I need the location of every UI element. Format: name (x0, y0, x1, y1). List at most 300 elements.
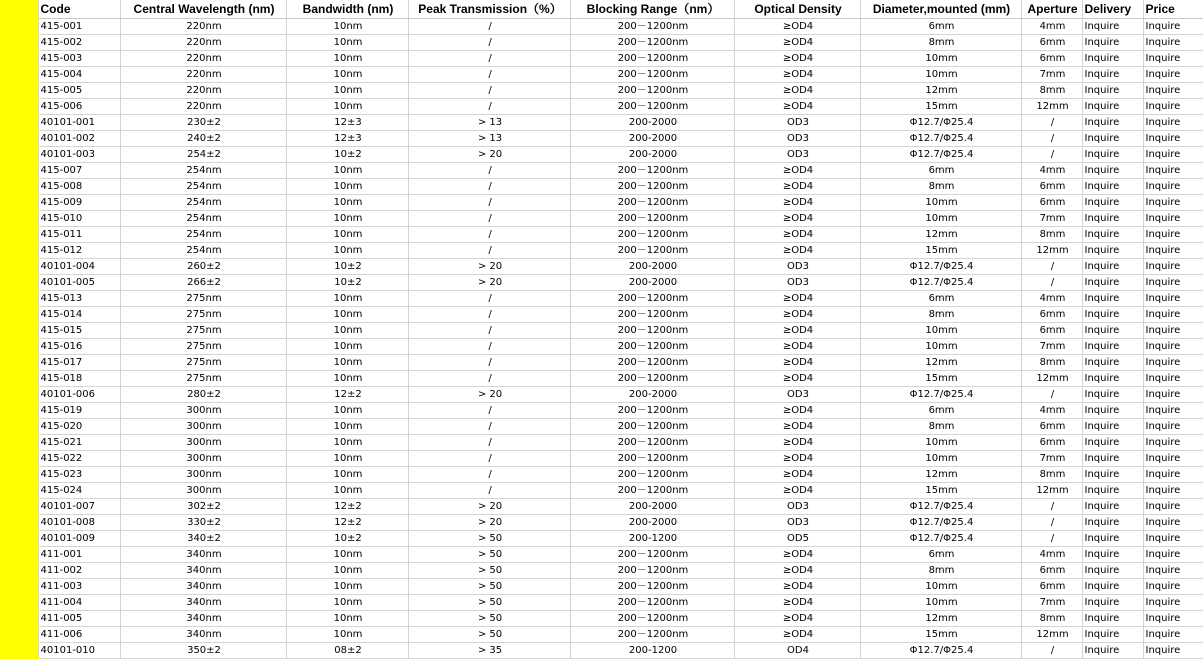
cell-central-wavelength[interactable]: 300nm (120, 483, 286, 499)
cell-price[interactable]: Inquire (1143, 323, 1203, 339)
cell-diameter[interactable]: 6mm (860, 403, 1021, 419)
cell-delivery[interactable]: Inquire (1082, 451, 1143, 467)
cell-peak-transmission[interactable]: / (408, 467, 570, 483)
cell-price[interactable]: Inquire (1143, 595, 1203, 611)
cell-code[interactable]: 40101-002 (38, 131, 120, 147)
cell-optical-density[interactable]: OD3 (734, 131, 860, 147)
cell-blocking-range[interactable]: 200－1200nm (570, 467, 734, 483)
cell-central-wavelength[interactable]: 254nm (120, 163, 286, 179)
cell-bandwidth[interactable]: 10nm (286, 579, 408, 595)
cell-code[interactable]: 40101-005 (38, 275, 120, 291)
cell-blocking-range[interactable]: 200－1200nm (570, 579, 734, 595)
cell-bandwidth[interactable]: 10nm (286, 211, 408, 227)
cell-delivery[interactable]: Inquire (1082, 467, 1143, 483)
cell-code[interactable]: 40101-010 (38, 643, 120, 659)
cell-price[interactable]: Inquire (1143, 579, 1203, 595)
cell-peak-transmission[interactable]: / (408, 339, 570, 355)
cell-diameter[interactable]: 10mm (860, 67, 1021, 83)
cell-optical-density[interactable]: ≥OD4 (734, 579, 860, 595)
cell-diameter[interactable]: 12mm (860, 227, 1021, 243)
cell-delivery[interactable]: Inquire (1082, 243, 1143, 259)
cell-central-wavelength[interactable]: 340nm (120, 611, 286, 627)
cell-optical-density[interactable]: ≥OD4 (734, 51, 860, 67)
cell-optical-density[interactable]: OD3 (734, 499, 860, 515)
cell-price[interactable]: Inquire (1143, 467, 1203, 483)
cell-blocking-range[interactable]: 200－1200nm (570, 419, 734, 435)
cell-blocking-range[interactable]: 200－1200nm (570, 227, 734, 243)
cell-aperture[interactable]: / (1021, 515, 1082, 531)
cell-peak-transmission[interactable]: > 20 (408, 515, 570, 531)
cell-price[interactable]: Inquire (1143, 483, 1203, 499)
cell-delivery[interactable]: Inquire (1082, 99, 1143, 115)
cell-code[interactable]: 415-013 (38, 291, 120, 307)
cell-optical-density[interactable]: ≥OD4 (734, 627, 860, 643)
cell-optical-density[interactable]: ≥OD4 (734, 451, 860, 467)
cell-bandwidth[interactable]: 10nm (286, 547, 408, 563)
cell-aperture[interactable]: 7mm (1021, 339, 1082, 355)
cell-delivery[interactable]: Inquire (1082, 211, 1143, 227)
cell-bandwidth[interactable]: 10nm (286, 179, 408, 195)
cell-blocking-range[interactable]: 200－1200nm (570, 627, 734, 643)
cell-diameter[interactable]: 8mm (860, 179, 1021, 195)
cell-aperture[interactable]: 6mm (1021, 563, 1082, 579)
cell-delivery[interactable]: Inquire (1082, 563, 1143, 579)
cell-delivery[interactable]: Inquire (1082, 611, 1143, 627)
cell-bandwidth[interactable]: 10nm (286, 35, 408, 51)
cell-central-wavelength[interactable]: 220nm (120, 83, 286, 99)
cell-delivery[interactable]: Inquire (1082, 195, 1143, 211)
cell-bandwidth[interactable]: 10nm (286, 403, 408, 419)
cell-code[interactable]: 40101-007 (38, 499, 120, 515)
cell-diameter[interactable]: 10mm (860, 451, 1021, 467)
cell-delivery[interactable]: Inquire (1082, 371, 1143, 387)
cell-bandwidth[interactable]: 12±2 (286, 515, 408, 531)
cell-optical-density[interactable]: ≥OD4 (734, 179, 860, 195)
cell-central-wavelength[interactable]: 275nm (120, 307, 286, 323)
cell-diameter[interactable]: 10mm (860, 51, 1021, 67)
cell-peak-transmission[interactable]: > 20 (408, 147, 570, 163)
cell-price[interactable]: Inquire (1143, 419, 1203, 435)
cell-price[interactable]: Inquire (1143, 67, 1203, 83)
cell-blocking-range[interactable]: 200－1200nm (570, 51, 734, 67)
cell-price[interactable]: Inquire (1143, 403, 1203, 419)
cell-blocking-range[interactable]: 200-2000 (570, 115, 734, 131)
cell-optical-density[interactable]: OD3 (734, 115, 860, 131)
cell-aperture[interactable]: / (1021, 147, 1082, 163)
cell-diameter[interactable]: 10mm (860, 435, 1021, 451)
cell-price[interactable]: Inquire (1143, 387, 1203, 403)
cell-blocking-range[interactable]: 200－1200nm (570, 179, 734, 195)
cell-bandwidth[interactable]: 10±2 (286, 275, 408, 291)
cell-code[interactable]: 411-002 (38, 563, 120, 579)
cell-aperture[interactable]: / (1021, 259, 1082, 275)
cell-peak-transmission[interactable]: / (408, 227, 570, 243)
cell-optical-density[interactable]: ≥OD4 (734, 563, 860, 579)
cell-peak-transmission[interactable]: / (408, 99, 570, 115)
cell-diameter[interactable]: 8mm (860, 563, 1021, 579)
cell-delivery[interactable]: Inquire (1082, 387, 1143, 403)
cell-optical-density[interactable]: OD5 (734, 531, 860, 547)
cell-price[interactable]: Inquire (1143, 115, 1203, 131)
cell-aperture[interactable]: 6mm (1021, 307, 1082, 323)
cell-central-wavelength[interactable]: 340±2 (120, 531, 286, 547)
cell-code[interactable]: 40101-006 (38, 387, 120, 403)
cell-diameter[interactable]: Φ12.7/Φ25.4 (860, 387, 1021, 403)
cell-optical-density[interactable]: ≥OD4 (734, 419, 860, 435)
cell-bandwidth[interactable]: 10nm (286, 99, 408, 115)
cell-blocking-range[interactable]: 200－1200nm (570, 211, 734, 227)
cell-diameter[interactable]: 12mm (860, 611, 1021, 627)
cell-diameter[interactable]: Φ12.7/Φ25.4 (860, 643, 1021, 659)
cell-peak-transmission[interactable]: / (408, 163, 570, 179)
cell-aperture[interactable]: 6mm (1021, 35, 1082, 51)
cell-code[interactable]: 415-022 (38, 451, 120, 467)
cell-aperture[interactable]: 6mm (1021, 51, 1082, 67)
cell-aperture[interactable]: 7mm (1021, 67, 1082, 83)
cell-price[interactable]: Inquire (1143, 515, 1203, 531)
cell-blocking-range[interactable]: 200-2000 (570, 499, 734, 515)
cell-optical-density[interactable]: OD3 (734, 147, 860, 163)
cell-peak-transmission[interactable]: / (408, 323, 570, 339)
cell-blocking-range[interactable]: 200-2000 (570, 259, 734, 275)
cell-delivery[interactable]: Inquire (1082, 131, 1143, 147)
cell-peak-transmission[interactable]: / (408, 19, 570, 35)
cell-blocking-range[interactable]: 200－1200nm (570, 99, 734, 115)
cell-code[interactable]: 415-012 (38, 243, 120, 259)
cell-delivery[interactable]: Inquire (1082, 19, 1143, 35)
cell-price[interactable]: Inquire (1143, 35, 1203, 51)
cell-central-wavelength[interactable]: 300nm (120, 419, 286, 435)
cell-bandwidth[interactable]: 12±3 (286, 131, 408, 147)
cell-aperture[interactable]: / (1021, 531, 1082, 547)
cell-bandwidth[interactable]: 10nm (286, 563, 408, 579)
cell-delivery[interactable]: Inquire (1082, 291, 1143, 307)
cell-code[interactable]: 40101-001 (38, 115, 120, 131)
header-peak-transmission[interactable]: Peak Transmission（%） (408, 0, 570, 19)
cell-code[interactable]: 415-008 (38, 179, 120, 195)
cell-diameter[interactable]: 10mm (860, 211, 1021, 227)
header-central-wavelength[interactable]: Central Wavelength (nm) (120, 0, 286, 19)
cell-peak-transmission[interactable]: / (408, 483, 570, 499)
cell-central-wavelength[interactable]: 266±2 (120, 275, 286, 291)
cell-peak-transmission[interactable]: > 50 (408, 627, 570, 643)
cell-central-wavelength[interactable]: 240±2 (120, 131, 286, 147)
cell-central-wavelength[interactable]: 275nm (120, 291, 286, 307)
cell-delivery[interactable]: Inquire (1082, 419, 1143, 435)
cell-central-wavelength[interactable]: 275nm (120, 371, 286, 387)
cell-optical-density[interactable]: OD4 (734, 643, 860, 659)
cell-diameter[interactable]: 6mm (860, 547, 1021, 563)
cell-blocking-range[interactable]: 200-1200 (570, 643, 734, 659)
cell-bandwidth[interactable]: 12±3 (286, 115, 408, 131)
cell-diameter[interactable]: 15mm (860, 627, 1021, 643)
cell-peak-transmission[interactable]: > 20 (408, 387, 570, 403)
cell-diameter[interactable]: 10mm (860, 339, 1021, 355)
cell-central-wavelength[interactable]: 340nm (120, 547, 286, 563)
cell-bandwidth[interactable]: 10nm (286, 595, 408, 611)
cell-blocking-range[interactable]: 200－1200nm (570, 371, 734, 387)
cell-bandwidth[interactable]: 10nm (286, 67, 408, 83)
cell-price[interactable]: Inquire (1143, 131, 1203, 147)
cell-diameter[interactable]: Φ12.7/Φ25.4 (860, 115, 1021, 131)
cell-bandwidth[interactable]: 10±2 (286, 147, 408, 163)
cell-delivery[interactable]: Inquire (1082, 579, 1143, 595)
cell-peak-transmission[interactable]: > 50 (408, 531, 570, 547)
cell-central-wavelength[interactable]: 220nm (120, 35, 286, 51)
cell-peak-transmission[interactable]: / (408, 307, 570, 323)
cell-blocking-range[interactable]: 200-2000 (570, 515, 734, 531)
cell-optical-density[interactable]: ≥OD4 (734, 371, 860, 387)
cell-central-wavelength[interactable]: 254nm (120, 227, 286, 243)
cell-peak-transmission[interactable]: / (408, 451, 570, 467)
cell-delivery[interactable]: Inquire (1082, 627, 1143, 643)
cell-peak-transmission[interactable]: / (408, 355, 570, 371)
cell-code[interactable]: 40101-004 (38, 259, 120, 275)
cell-aperture[interactable]: 6mm (1021, 579, 1082, 595)
cell-aperture[interactable]: 8mm (1021, 611, 1082, 627)
cell-delivery[interactable]: Inquire (1082, 83, 1143, 99)
cell-optical-density[interactable]: ≥OD4 (734, 211, 860, 227)
cell-bandwidth[interactable]: 08±2 (286, 643, 408, 659)
cell-blocking-range[interactable]: 200-2000 (570, 275, 734, 291)
cell-price[interactable]: Inquire (1143, 227, 1203, 243)
cell-bandwidth[interactable]: 12±2 (286, 499, 408, 515)
cell-blocking-range[interactable]: 200－1200nm (570, 483, 734, 499)
cell-central-wavelength[interactable]: 340nm (120, 627, 286, 643)
cell-optical-density[interactable]: ≥OD4 (734, 611, 860, 627)
cell-central-wavelength[interactable]: 230±2 (120, 115, 286, 131)
cell-blocking-range[interactable]: 200－1200nm (570, 595, 734, 611)
cell-central-wavelength[interactable]: 275nm (120, 339, 286, 355)
cell-diameter[interactable]: 10mm (860, 195, 1021, 211)
cell-central-wavelength[interactable]: 254nm (120, 195, 286, 211)
cell-peak-transmission[interactable]: / (408, 83, 570, 99)
cell-bandwidth[interactable]: 10nm (286, 291, 408, 307)
cell-delivery[interactable]: Inquire (1082, 499, 1143, 515)
cell-diameter[interactable]: 6mm (860, 19, 1021, 35)
cell-bandwidth[interactable]: 10nm (286, 243, 408, 259)
cell-diameter[interactable]: 10mm (860, 595, 1021, 611)
cell-price[interactable]: Inquire (1143, 627, 1203, 643)
cell-code[interactable]: 415-011 (38, 227, 120, 243)
cell-blocking-range[interactable]: 200－1200nm (570, 67, 734, 83)
cell-price[interactable]: Inquire (1143, 19, 1203, 35)
cell-delivery[interactable]: Inquire (1082, 595, 1143, 611)
cell-blocking-range[interactable]: 200－1200nm (570, 323, 734, 339)
cell-optical-density[interactable]: ≥OD4 (734, 467, 860, 483)
cell-code[interactable]: 415-010 (38, 211, 120, 227)
cell-price[interactable]: Inquire (1143, 259, 1203, 275)
cell-code[interactable]: 411-004 (38, 595, 120, 611)
cell-optical-density[interactable]: OD3 (734, 515, 860, 531)
cell-price[interactable]: Inquire (1143, 291, 1203, 307)
cell-blocking-range[interactable]: 200－1200nm (570, 163, 734, 179)
cell-code[interactable]: 415-019 (38, 403, 120, 419)
cell-aperture[interactable]: 12mm (1021, 371, 1082, 387)
cell-blocking-range[interactable]: 200－1200nm (570, 611, 734, 627)
cell-peak-transmission[interactable]: > 50 (408, 579, 570, 595)
cell-diameter[interactable]: Φ12.7/Φ25.4 (860, 259, 1021, 275)
cell-central-wavelength[interactable]: 220nm (120, 67, 286, 83)
cell-price[interactable]: Inquire (1143, 339, 1203, 355)
cell-code[interactable]: 415-020 (38, 419, 120, 435)
cell-central-wavelength[interactable]: 254nm (120, 179, 286, 195)
cell-peak-transmission[interactable]: > 50 (408, 595, 570, 611)
cell-peak-transmission[interactable]: / (408, 67, 570, 83)
cell-price[interactable]: Inquire (1143, 83, 1203, 99)
cell-blocking-range[interactable]: 200-2000 (570, 131, 734, 147)
cell-peak-transmission[interactable]: > 20 (408, 499, 570, 515)
cell-code[interactable]: 415-023 (38, 467, 120, 483)
cell-bandwidth[interactable]: 10nm (286, 627, 408, 643)
header-price[interactable]: Price (1143, 0, 1203, 19)
cell-optical-density[interactable]: ≥OD4 (734, 307, 860, 323)
cell-aperture[interactable]: 4mm (1021, 291, 1082, 307)
cell-aperture[interactable]: 4mm (1021, 163, 1082, 179)
cell-code[interactable]: 415-002 (38, 35, 120, 51)
cell-aperture[interactable]: 12mm (1021, 99, 1082, 115)
cell-peak-transmission[interactable]: / (408, 35, 570, 51)
cell-delivery[interactable]: Inquire (1082, 51, 1143, 67)
cell-delivery[interactable]: Inquire (1082, 35, 1143, 51)
cell-blocking-range[interactable]: 200－1200nm (570, 355, 734, 371)
cell-delivery[interactable]: Inquire (1082, 147, 1143, 163)
cell-aperture[interactable]: 8mm (1021, 467, 1082, 483)
cell-bandwidth[interactable]: 10nm (286, 355, 408, 371)
cell-bandwidth[interactable]: 10nm (286, 419, 408, 435)
cell-central-wavelength[interactable]: 330±2 (120, 515, 286, 531)
cell-delivery[interactable]: Inquire (1082, 307, 1143, 323)
cell-central-wavelength[interactable]: 300nm (120, 451, 286, 467)
cell-diameter[interactable]: 6mm (860, 291, 1021, 307)
cell-code[interactable]: 415-024 (38, 483, 120, 499)
header-optical-density[interactable]: Optical Density (734, 0, 860, 19)
cell-code[interactable]: 411-005 (38, 611, 120, 627)
cell-peak-transmission[interactable]: / (408, 371, 570, 387)
cell-optical-density[interactable]: OD3 (734, 387, 860, 403)
cell-central-wavelength[interactable]: 302±2 (120, 499, 286, 515)
cell-price[interactable]: Inquire (1143, 611, 1203, 627)
cell-peak-transmission[interactable]: / (408, 435, 570, 451)
cell-price[interactable]: Inquire (1143, 243, 1203, 259)
cell-optical-density[interactable]: ≥OD4 (734, 243, 860, 259)
cell-code[interactable]: 415-007 (38, 163, 120, 179)
cell-diameter[interactable]: 8mm (860, 35, 1021, 51)
cell-aperture[interactable]: 4mm (1021, 547, 1082, 563)
cell-peak-transmission[interactable]: / (408, 179, 570, 195)
cell-central-wavelength[interactable]: 280±2 (120, 387, 286, 403)
cell-diameter[interactable]: 6mm (860, 163, 1021, 179)
cell-peak-transmission[interactable]: / (408, 211, 570, 227)
cell-bandwidth[interactable]: 10nm (286, 451, 408, 467)
cell-central-wavelength[interactable]: 220nm (120, 99, 286, 115)
cell-optical-density[interactable]: ≥OD4 (734, 403, 860, 419)
cell-optical-density[interactable]: ≥OD4 (734, 195, 860, 211)
cell-optical-density[interactable]: ≥OD4 (734, 67, 860, 83)
cell-blocking-range[interactable]: 200-2000 (570, 147, 734, 163)
cell-price[interactable]: Inquire (1143, 99, 1203, 115)
cell-delivery[interactable]: Inquire (1082, 355, 1143, 371)
cell-peak-transmission[interactable]: > 20 (408, 275, 570, 291)
cell-optical-density[interactable]: ≥OD4 (734, 227, 860, 243)
cell-delivery[interactable]: Inquire (1082, 227, 1143, 243)
cell-bandwidth[interactable]: 10nm (286, 19, 408, 35)
cell-price[interactable]: Inquire (1143, 435, 1203, 451)
cell-code[interactable]: 415-001 (38, 19, 120, 35)
cell-aperture[interactable]: 6mm (1021, 179, 1082, 195)
cell-bandwidth[interactable]: 10nm (286, 51, 408, 67)
cell-delivery[interactable]: Inquire (1082, 643, 1143, 659)
cell-diameter[interactable]: 15mm (860, 243, 1021, 259)
cell-diameter[interactable]: Φ12.7/Φ25.4 (860, 131, 1021, 147)
cell-delivery[interactable]: Inquire (1082, 323, 1143, 339)
cell-central-wavelength[interactable]: 300nm (120, 435, 286, 451)
cell-diameter[interactable]: 15mm (860, 99, 1021, 115)
cell-central-wavelength[interactable]: 220nm (120, 51, 286, 67)
cell-price[interactable]: Inquire (1143, 563, 1203, 579)
header-blocking-range[interactable]: Blocking Range（nm） (570, 0, 734, 19)
cell-delivery[interactable]: Inquire (1082, 403, 1143, 419)
header-bandwidth[interactable]: Bandwidth (nm) (286, 0, 408, 19)
cell-price[interactable]: Inquire (1143, 179, 1203, 195)
cell-code[interactable]: 415-016 (38, 339, 120, 355)
cell-optical-density[interactable]: ≥OD4 (734, 595, 860, 611)
cell-optical-density[interactable]: ≥OD4 (734, 323, 860, 339)
cell-bandwidth[interactable]: 10nm (286, 83, 408, 99)
cell-delivery[interactable]: Inquire (1082, 163, 1143, 179)
cell-aperture[interactable]: / (1021, 643, 1082, 659)
cell-delivery[interactable]: Inquire (1082, 483, 1143, 499)
cell-blocking-range[interactable]: 200－1200nm (570, 339, 734, 355)
cell-central-wavelength[interactable]: 254nm (120, 211, 286, 227)
cell-bandwidth[interactable]: 10nm (286, 307, 408, 323)
cell-code[interactable]: 415-018 (38, 371, 120, 387)
cell-bandwidth[interactable]: 10nm (286, 435, 408, 451)
cell-delivery[interactable]: Inquire (1082, 531, 1143, 547)
cell-aperture[interactable]: 6mm (1021, 323, 1082, 339)
cell-code[interactable]: 415-015 (38, 323, 120, 339)
cell-code[interactable]: 411-003 (38, 579, 120, 595)
cell-peak-transmission[interactable]: > 20 (408, 259, 570, 275)
cell-diameter[interactable]: 10mm (860, 323, 1021, 339)
cell-central-wavelength[interactable]: 275nm (120, 323, 286, 339)
cell-aperture[interactable]: 6mm (1021, 419, 1082, 435)
cell-aperture[interactable]: 6mm (1021, 195, 1082, 211)
cell-blocking-range[interactable]: 200-1200 (570, 531, 734, 547)
cell-bandwidth[interactable]: 10nm (286, 195, 408, 211)
cell-blocking-range[interactable]: 200－1200nm (570, 451, 734, 467)
cell-aperture[interactable]: 8mm (1021, 83, 1082, 99)
cell-central-wavelength[interactable]: 275nm (120, 355, 286, 371)
cell-diameter[interactable]: 8mm (860, 419, 1021, 435)
cell-price[interactable]: Inquire (1143, 499, 1203, 515)
cell-optical-density[interactable]: ≥OD4 (734, 83, 860, 99)
cell-central-wavelength[interactable]: 340nm (120, 579, 286, 595)
cell-central-wavelength[interactable]: 340nm (120, 563, 286, 579)
cell-optical-density[interactable]: ≥OD4 (734, 547, 860, 563)
cell-blocking-range[interactable]: 200-2000 (570, 387, 734, 403)
cell-blocking-range[interactable]: 200－1200nm (570, 19, 734, 35)
cell-aperture[interactable]: 12mm (1021, 243, 1082, 259)
cell-price[interactable]: Inquire (1143, 211, 1203, 227)
cell-diameter[interactable]: Φ12.7/Φ25.4 (860, 499, 1021, 515)
cell-optical-density[interactable]: ≥OD4 (734, 19, 860, 35)
cell-price[interactable]: Inquire (1143, 371, 1203, 387)
cell-blocking-range[interactable]: 200－1200nm (570, 83, 734, 99)
cell-aperture[interactable]: / (1021, 275, 1082, 291)
cell-price[interactable]: Inquire (1143, 531, 1203, 547)
cell-aperture[interactable]: 12mm (1021, 627, 1082, 643)
